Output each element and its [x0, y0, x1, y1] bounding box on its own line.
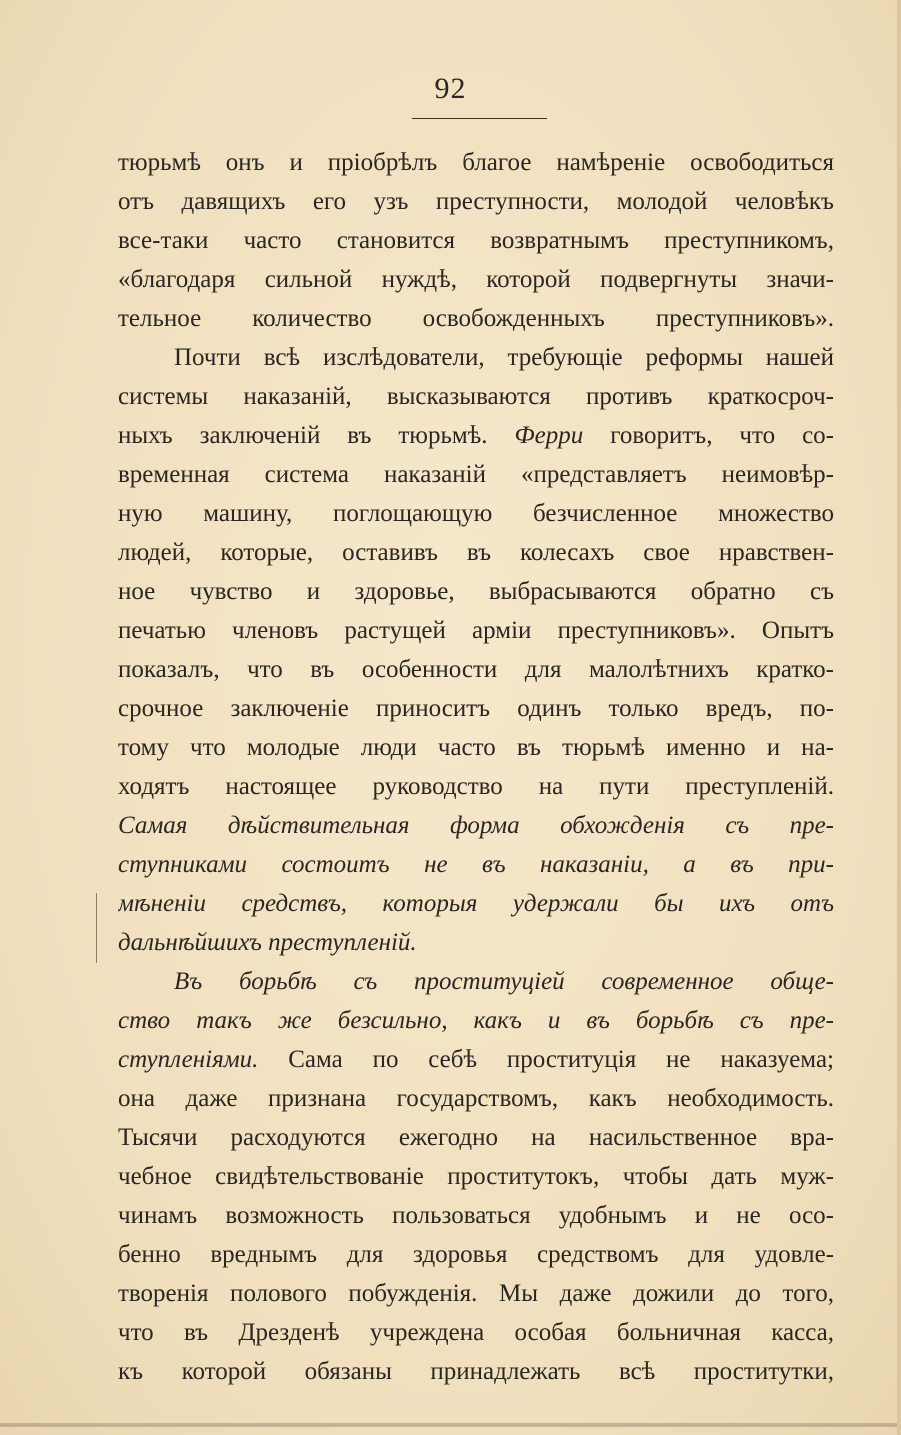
text-line [118, 1235, 834, 1274]
text-line [118, 221, 834, 260]
text-line [118, 494, 834, 533]
page-number: 92 [434, 72, 467, 105]
text-segment: тельное количество освобожденныхъ преступниковъ». [118, 305, 834, 332]
text-line [118, 1196, 834, 1235]
text-segment: системы наказаній, высказываются противъ краткосроч- [118, 383, 834, 410]
text-line [118, 845, 834, 884]
text-line [118, 962, 834, 1001]
italic-text-segment: Ферри [514, 422, 584, 449]
text-line [118, 884, 834, 923]
margin-mark [96, 893, 97, 963]
text-segment: Почти всѣ изслѣдователи, требующіе реформы нашей [174, 344, 834, 371]
text-line [118, 650, 834, 689]
text-segment: тому что молодые люди часто въ тюрьмѣ именно и на- [118, 734, 834, 761]
italic-text-segment: Въ борьбѣ съ проституціей современное обще- [174, 968, 834, 995]
text-line [118, 377, 834, 416]
text-segment: ходятъ настоящее руководство на пути преступленій. [118, 773, 834, 800]
text-segment: тюрьмѣ онъ и пріобрѣлъ благое намѣреніе освободиться [118, 149, 834, 176]
text-segment: творенія полового побужденія. Мы даже дожили до того, [118, 1280, 834, 1307]
text-line [118, 806, 834, 845]
italic-text-segment: ство такъ же безсильно, какъ и въ борьбѣ съ пре- [118, 1007, 834, 1034]
text-line [118, 182, 834, 221]
text-line [118, 338, 834, 377]
text-segment: бенно вреднымъ для здоровья средствомъ для удовле- [118, 1241, 834, 1268]
text-segment: все-таки часто становится возвратнымъ преступникомъ, [118, 227, 834, 254]
text-line [118, 1274, 834, 1313]
text-line [118, 416, 834, 455]
text-line [118, 533, 834, 572]
text-line [118, 1157, 834, 1196]
page-bottom-edge [0, 1423, 901, 1427]
text-segment: чебное свидѣтельствованіе проститутокъ, чтобы дать муж- [118, 1163, 834, 1190]
text-line [118, 455, 834, 494]
text-segment: ное чувство и здоровье, выбрасываются обратно съ [118, 578, 834, 605]
italic-text-segment: дальнѣйшихъ преступленій. [118, 929, 417, 956]
text-segment: къ которой обязаны принадлежать всѣ проститутки, [118, 1358, 834, 1385]
italic-text-segment: ступниками состоитъ не въ наказаніи, а въ при- [118, 851, 834, 878]
text-segment: печатью членовъ растущей арміи преступниковъ». Опытъ [118, 617, 834, 644]
text-line [118, 1001, 834, 1040]
text-line [118, 1040, 834, 1079]
text-segment: ныхъ заключеній въ тюрьмѣ. [118, 422, 515, 449]
text-line [118, 611, 834, 650]
text-line [118, 572, 834, 611]
text-segment: чинамъ возможность пользоваться удобнымъ и не осо- [118, 1202, 834, 1229]
page-right-edge [897, 0, 901, 1435]
text-segment: Тысячи расходуются ежегодно на насильственное вра- [118, 1124, 834, 1151]
text-segment: людей, которые, оставивъ въ колесахъ свое нравствен- [118, 539, 834, 566]
text-segment: временная система наказаній «представляетъ неимовѣр- [118, 461, 834, 488]
text-line [118, 1118, 834, 1157]
text-segment: ную машину, поглощающую безчисленное множество [118, 500, 834, 527]
text-line [118, 1313, 834, 1352]
text-line [118, 1079, 834, 1118]
text-line [118, 299, 834, 338]
text-line [118, 767, 834, 806]
text-segment: что въ Дрезденѣ учреждена особая больничная касса, [118, 1319, 834, 1346]
text-line [118, 923, 834, 962]
italic-text-segment: Самая дѣйствительная форма обхожденія съ пре- [118, 812, 834, 839]
italic-text-segment: ступленіями. [118, 1046, 259, 1073]
text-segment: отъ давящихъ его узъ преступности, молодой человѣкъ [118, 188, 834, 215]
text-segment: говоритъ, что со- [583, 422, 834, 449]
italic-text-segment: мѣненіи средствъ, которыя удержали бы ихъ отъ [118, 890, 834, 917]
text-line [118, 1352, 834, 1391]
text-segment: Сама по себѣ проституція не наказуема; [258, 1046, 834, 1073]
text-line [118, 143, 834, 182]
text-segment: показалъ, что въ особенности для малолѣтнихъ кратко- [118, 656, 834, 683]
text-segment: «благодаря сильной нуждѣ, которой подвергнуты значи- [118, 266, 834, 293]
text-segment: срочное заключеніе приноситъ одинъ только вредъ, по- [118, 695, 834, 722]
body-text [118, 143, 834, 1391]
text-segment: она даже признана государствомъ, какъ необходимость. [118, 1085, 834, 1112]
text-line [118, 728, 834, 767]
text-line [118, 689, 834, 728]
text-line [118, 260, 834, 299]
header-rule [412, 118, 547, 119]
